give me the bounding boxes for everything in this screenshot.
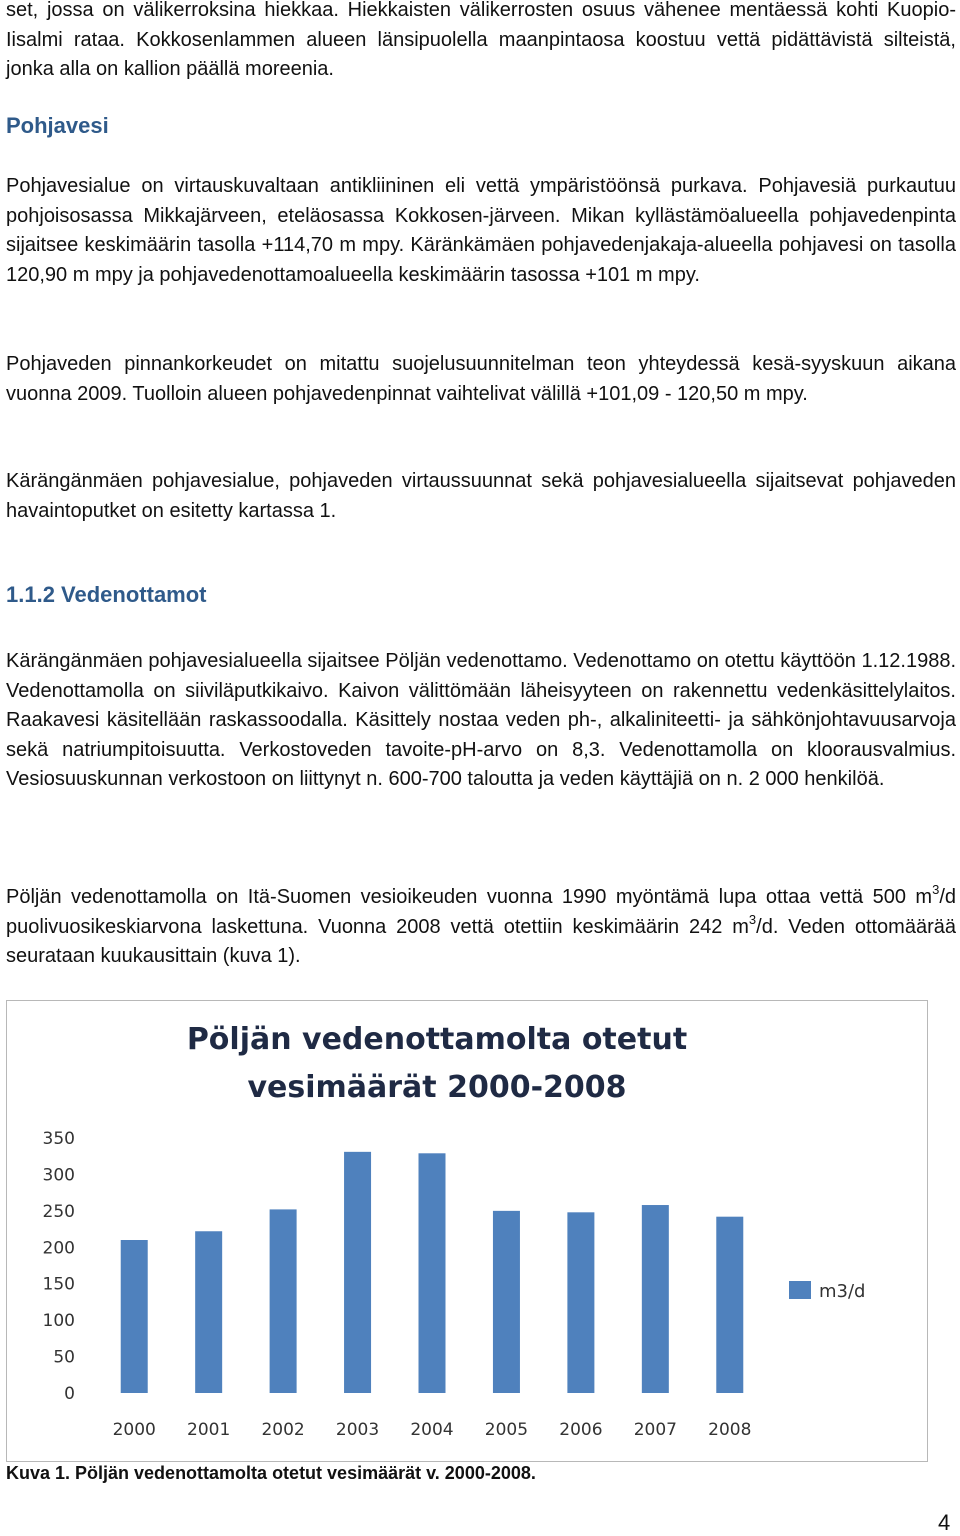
paragraph-lupa: [6, 883, 956, 972]
y-tick-label: 250: [42, 1201, 75, 1222]
bar-2007: [642, 1205, 669, 1393]
paragraph-geology: set, jossa on välikerroksina hiekkaa. Hiekkaisten välikerrosten osuus vähenee mentäessä kohti Kuopio-Iisalmi rataa. Kokkosenlammen alueen länsipuolella maanpintaosa koostuu vettä pidättävistä silteistä, jonka alla on kallion päällä moreenia.: [6, 0, 956, 80]
heading-pohjavesi: Pohjavesi: [6, 113, 109, 138]
y-tick-label: 0: [64, 1384, 75, 1404]
paragraph-pinnankorkeudet: Pohjaveden pinnankorkeudet on mitattu suojelusuunnitelman teon yhteydessä kesä-syyskuun aikana vuonna 2009. Tuolloin alueen pohjavedenpinnat vaihtelivat välillä +101,09 - 120,50 m mpy.: [6, 353, 956, 405]
figure-caption: Kuva 1. Pöljän vedenottamolta otetut vesimäärät v. 2000-2008.: [6, 1463, 536, 1483]
x-tick-label: 2008: [708, 1420, 752, 1440]
y-tick-label: 100: [42, 1311, 75, 1332]
bar-2006: [567, 1212, 594, 1393]
legend-swatch: [789, 1281, 811, 1299]
lupa-text-2: /d puolivuosikeskiarvona laskettuna. Vuonna 2008 vettä otettiin keskimäärin 242 m: [6, 886, 956, 938]
lupa-text-3: /d. Veden ottomäärää seurataan kuukausittain (kuva 1).: [6, 915, 956, 967]
paragraph-kartta: Kärängänmäen pohjavesialue, pohjaveden virtaussuunnat sekä pohjavesialueella sijaitsevat pohjaveden havaintoputket on esitetty kartassa 1.: [6, 470, 956, 522]
x-tick-label: 2007: [633, 1420, 677, 1440]
y-tick-label: 150: [42, 1274, 75, 1295]
x-tick-label: 2001: [187, 1420, 231, 1440]
chart-title-line2: vesimäärät 2000-2008: [247, 1070, 627, 1105]
heading-vedenottamot: 1.1.2 Vedenottamot: [6, 582, 207, 607]
bar-2008: [716, 1217, 743, 1393]
legend-label: m3/d: [819, 1281, 866, 1302]
page-number: 4: [938, 1510, 951, 1535]
y-tick-label: 350: [42, 1129, 75, 1149]
x-tick-label: 2004: [410, 1420, 454, 1440]
bar-2003: [344, 1152, 371, 1393]
x-tick-label: 2006: [559, 1420, 603, 1440]
chart-container: [6, 1000, 928, 1462]
x-tick-label: 2005: [484, 1420, 529, 1440]
y-tick-label: 50: [53, 1347, 75, 1368]
x-tick-label: 2003: [335, 1420, 380, 1440]
bar-2005: [493, 1211, 520, 1393]
superscript-3: 3: [932, 882, 940, 898]
paragraph-vedenottamo: Kärängänmäen pohjavesialueella sijaitsee Pöljän vedenottamo. Vedenottamo on otettu käyttöön 1.12.1988. Vedenottamolla on siiviläputkikaivo. Kaivon välittömään läheisyyteen on rakennettu vedenkäsittelylaitos. Raakavesi käsitellään raskassoodalla. Käsittely nostaa veden ph-, alkaliniteetti- ja sähkönjohtavuusarvoja sekä natriumpitoisuutta. Verkostoveden tavoite-pH-arvo on 8,3. Vedenottamolla on kloorausvalmius. Vesiosuuskunnan verkostoon on liittynyt n. 600-700 taloutta ja veden käyttäjiä on n. 2 000 henkilöä.: [6, 650, 956, 790]
bar-2000: [121, 1240, 148, 1393]
x-tick-label: 2002: [261, 1420, 305, 1440]
x-tick-label: 2000: [112, 1420, 156, 1440]
y-tick-label: 300: [42, 1165, 75, 1186]
superscript-3: 3: [748, 911, 757, 927]
y-tick-label: 200: [42, 1238, 75, 1259]
bar-2004: [419, 1153, 446, 1393]
bar-2001: [195, 1231, 222, 1393]
chart-title-line1: Pöljän vedenottamolta otetut: [186, 1022, 688, 1057]
lupa-text-1: Pöljän vedenottamolla on Itä-Suomen vesioikeuden vuonna 1990 myöntämä lupa ottaa vettä 500 m: [6, 886, 933, 908]
bar-2002: [270, 1209, 297, 1393]
paragraph-pohjavesi: Pohjavesialue on virtauskuvaltaan antikliininen eli vettä ympäristöönsä purkava. Pohjavesiä purkautuu pohjoisosassa Mikkajärveen, eteläosassa Kokkosen-järveen. Mikan kyllästämöalueella pohjavedenpinta sijaitsee keskimäärin tasolla +114,70 m mpy. Käränkämäen pohjavedenjakaja-alueella pohjavesi on tasolla 120,90 m mpy ja pohjavedenottamoalueella keskimäärin tasossa +101 m mpy.: [6, 175, 956, 286]
bar-chart: [7, 1001, 927, 1461]
